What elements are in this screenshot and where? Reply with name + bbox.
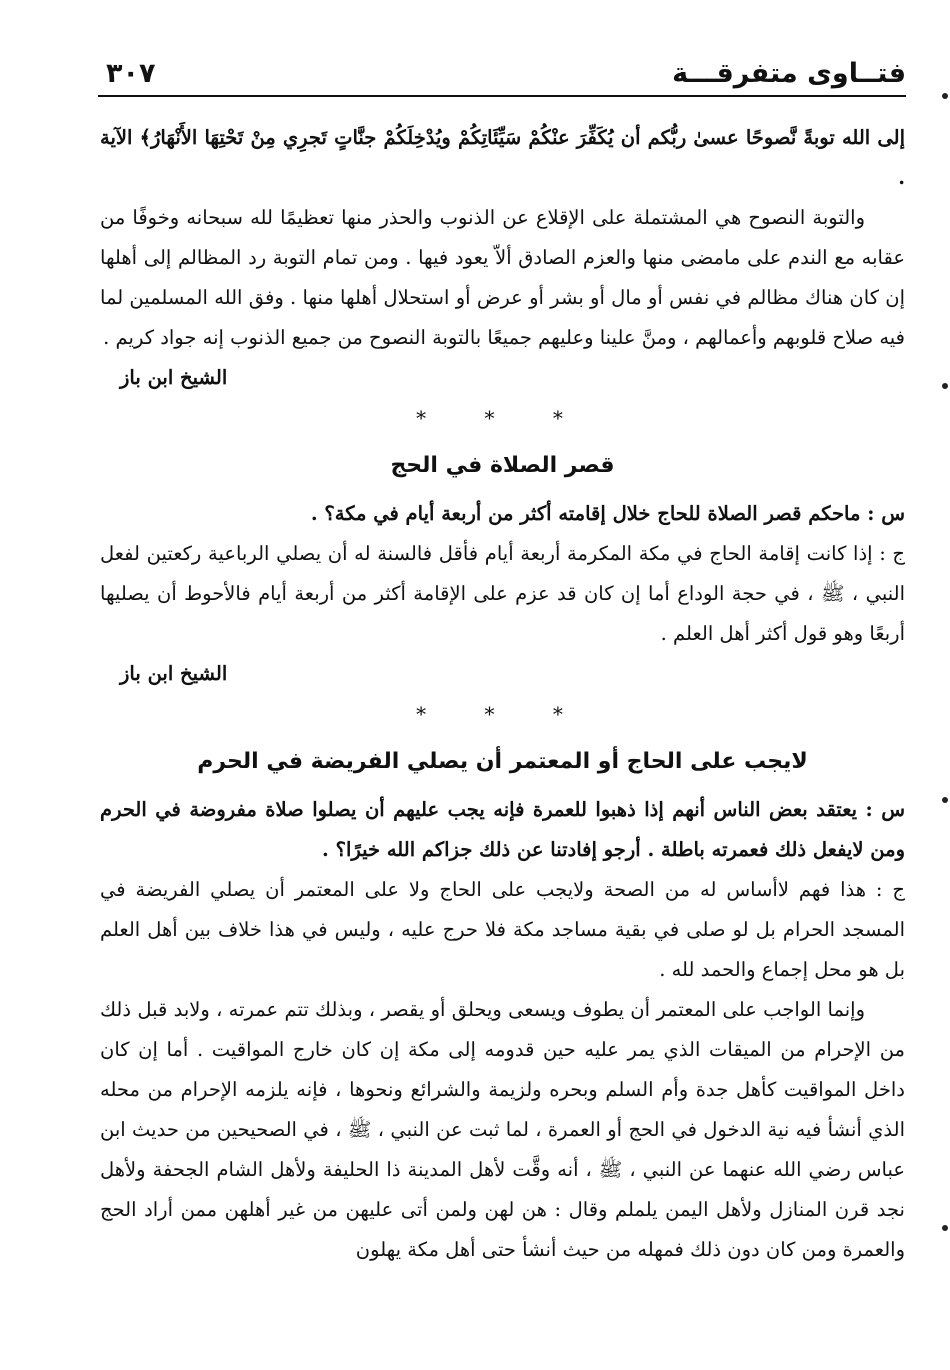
verse-continuation: إلى الله توبةً نَّصوحًا عسىٰ ربُّكم أن يُكَفِّرَ عنْكُمْ سَيِّئَاتِكُمْ ويُدْخِلَكُمْ جنَّاتٍ تَجرِي مِنْ تَحْتِهَا الأَنْهَارُ﴾ الآية . (100, 126, 905, 189)
paragraph-miqat: وإنما الواجب على المعتمر أن يطوف ويسعى ويحلق أو يقصر ، وبذلك تتم عمرته ، ولابد قبل ذلك من الإحرام من الميقات الذي يمر عليه حين قدومه إلى مكة إن كان خارج المواقيت . أما إن كان داخل المواقيت كأهل جدة وأم السلم وبحره ولزيمة والشرائع ونحوها ، فإنه يلزمه الإحرام من محله الذي أنشأ فيه نية الدخول في الحج أو العمرة ، لما ثبت عن النبي ، ﷺ ، في الصحيحين من حديث ابن عباس رضي الله عنهما عن النبي ، ﷺ ، أنه وقَّت لأهل المدينة ذا الحليفة ولأهل الشام الجحفة ولأهل نجد قرن المنازل ولأهل اليمن يلملم وقال : هن لهن ولمن أتى عليهن من غير أهلهن ممن أراد الحج والعمرة ومن كان دون ذلك فمهله من حيث أنشأ حتى أهل مكة يهلون (100, 998, 905, 1261)
question: س : يعتقد بعض الناس أنهم إذا ذهبوا للعمرة فإنه يجب عليهم أن يصلوا صلاة مفروضة في الحرم ومن لايفعل ذلك فعمرته باطلة . أرجو إفادتنا عن ذلك جزاكم الله خيرًا؟ . (100, 798, 905, 861)
question: س : ماحكم قصر الصلاة للحاج خلال إقامته أكثر من أربعة أيام في مكة؟ . (310, 502, 905, 525)
paragraph-tawba: والتوبة النصوح هي المشتملة على الإقلاع عن الذنوب والحذر منها تعظيمًا لله سبحانه وخوفًا من عقابه مع الندم على مامضى منها والعزم الصادق ألاّ يعود فيها . ومن تمام التوبة رد المظالم إلى أهلها إن كان هناك مظالم في نفس أو مال أو بشر أو عرض أو استحلال أهلها منها . وفق الله المسلمين لما فيه صلاح قلوبهم وأعمالهم ، ومنَّ علينا وعليهم جميعًا بالتوبة النصوح من جميع الذنوب إنه جواد كريم . (100, 206, 905, 349)
running-title: فتــاوى متفرقـــة (672, 58, 906, 89)
section-separator: * * * (416, 406, 589, 430)
section-separator: * * * (416, 702, 589, 726)
section-heading: قصر الصلاة في الحج (390, 453, 615, 478)
signature: الشيخ ابن باز (120, 366, 228, 389)
page-number: ٣٠٧ (106, 58, 156, 89)
header-rule (98, 95, 906, 97)
scan-mark (942, 383, 948, 389)
scan-mark (942, 93, 948, 99)
answer: ج : هذا فهم لاأساس له من الصحة ولايجب على الحاج ولا على المعتمر أن يصلي الفريضة في المسجد الحرام بل لو صلى في بقية مساجد مكة فلا حرج عليه ، وليس في هذا خلاف بين أهل العلم بل هو محل إجماع والحمد لله . (100, 878, 905, 981)
page-body (100, 118, 905, 1270)
answer: ج : إذا كانت إقامة الحاج في مكة المكرمة أربعة أيام فأقل فالسنة له أن يصلي الرباعية ركعتين لفعل النبي ، ﷺ ، في حجة الوداع أما إن كان قد عزم على الإقامة أكثر من أربعة أيام فالأحوط أن يصليها أربعًا وهو قول أكثر أهل العلم . (100, 542, 905, 645)
signature: الشيخ ابن باز (120, 662, 228, 685)
running-header (98, 56, 906, 92)
scan-mark (942, 797, 948, 803)
section-heading: لايجب على الحاج أو المعتمر أن يصلي الفريضة في الحرم (197, 749, 808, 774)
scan-mark (942, 1225, 948, 1231)
